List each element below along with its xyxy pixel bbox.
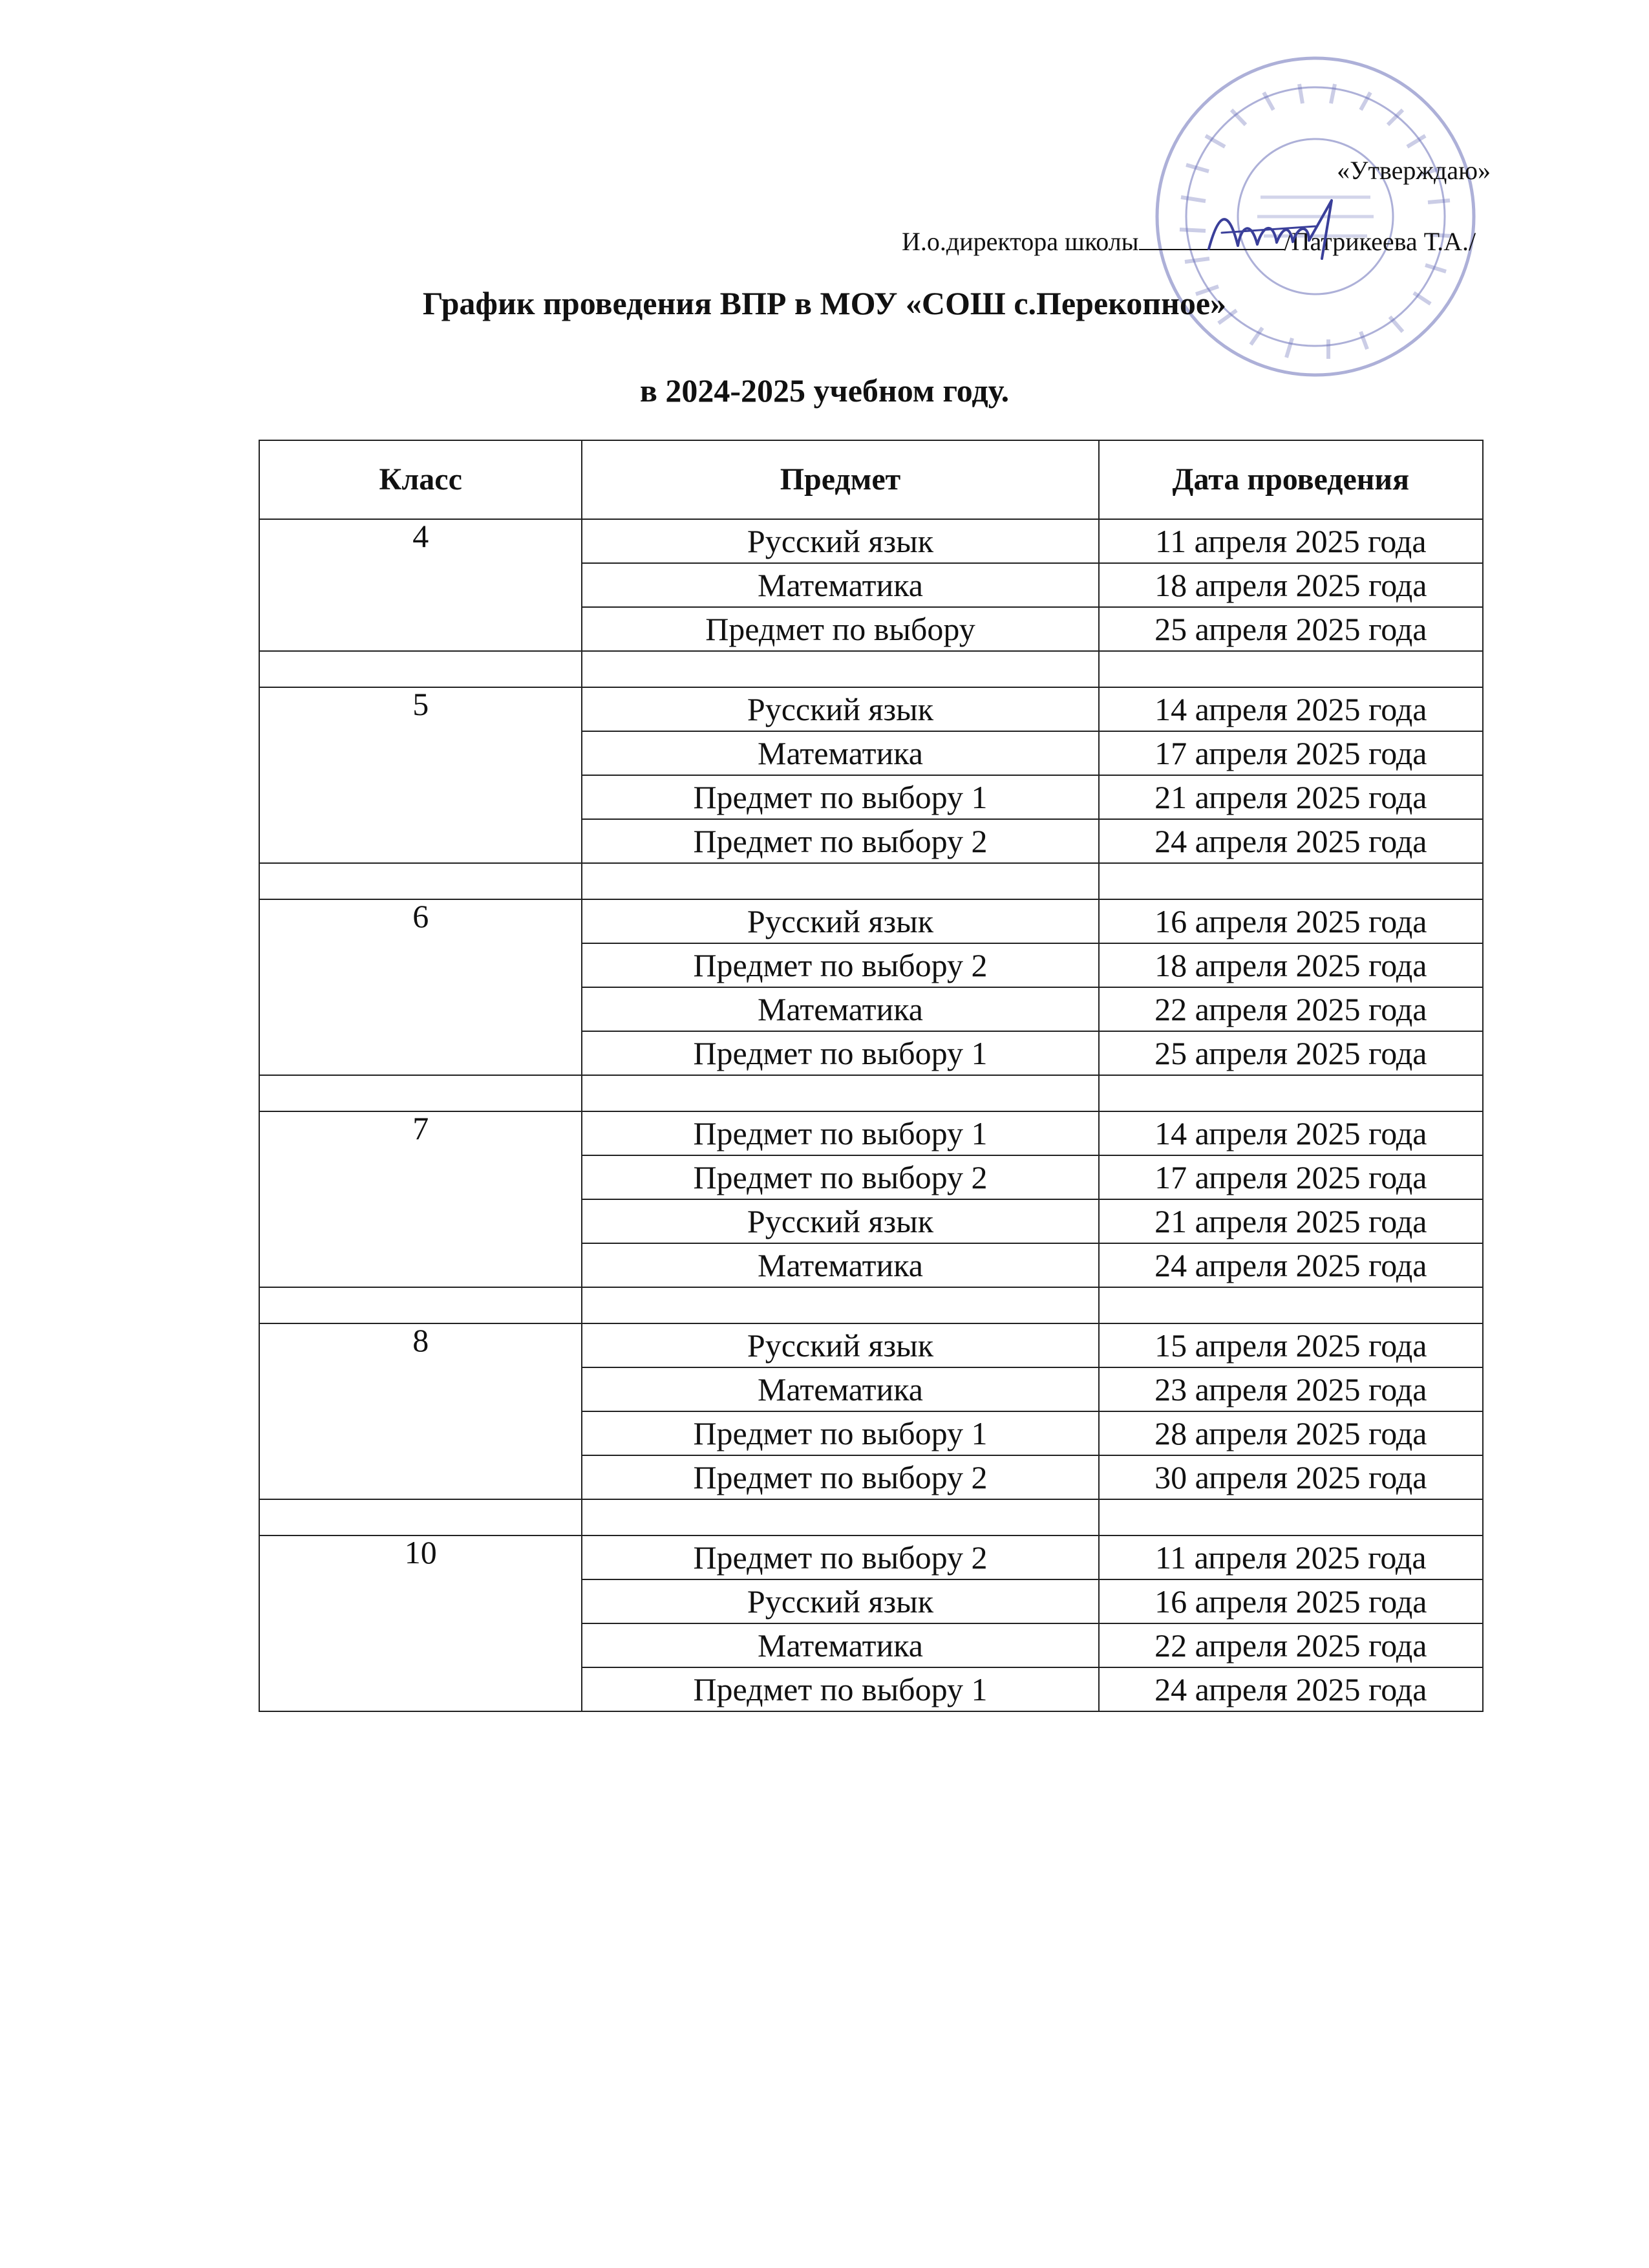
subject-cell: Математика: [582, 1367, 1098, 1411]
date-cell: 14 апреля 2025 года: [1099, 1111, 1483, 1155]
date-cell: 16 апреля 2025 года: [1099, 899, 1483, 943]
subject-cell: Русский язык: [582, 1323, 1098, 1367]
spacer-row: [259, 1499, 1483, 1535]
subject-cell: Математика: [582, 731, 1098, 775]
date-cell: 17 апреля 2025 года: [1099, 731, 1483, 775]
subject-cell: Математика: [582, 563, 1098, 607]
date-cell: 28 апреля 2025 года: [1099, 1411, 1483, 1455]
date-cell: 18 апреля 2025 года: [1099, 563, 1483, 607]
table-row: [259, 519, 1483, 563]
document-title: График проведения ВПР в МОУ «СОШ с.Перекопное»: [422, 285, 1227, 321]
date-cell: 22 апреля 2025 года: [1099, 987, 1483, 1031]
date-cell: 16 апреля 2025 года: [1099, 1579, 1483, 1623]
director-signature-line: [902, 226, 1476, 257]
date-cell: 14 апреля 2025 года: [1099, 687, 1483, 731]
vpr-schedule-table: [259, 440, 1484, 1712]
table-row: [259, 1535, 1483, 1579]
approval-label: «Утверждаю»: [1337, 156, 1491, 185]
spacer-row: [259, 651, 1483, 687]
director-position: И.о.директора школы: [902, 227, 1139, 256]
date-cell: 24 апреля 2025 года: [1099, 1243, 1483, 1287]
date-cell: 25 апреля 2025 года: [1099, 607, 1483, 651]
table-row: [259, 687, 1483, 731]
date-cell: 21 апреля 2025 года: [1099, 1199, 1483, 1243]
subject-cell: Предмет по выбору 1: [582, 775, 1098, 819]
grade-cell: 5: [259, 687, 582, 863]
date-cell: 11 апреля 2025 года: [1099, 1535, 1483, 1579]
grade-cell: 4: [259, 519, 582, 651]
subject-cell: Предмет по выбору 2: [582, 1455, 1098, 1499]
subject-cell: Математика: [582, 1623, 1098, 1667]
table-row: [259, 899, 1483, 943]
header-class: Класс: [259, 440, 582, 519]
subject-cell: Русский язык: [582, 519, 1098, 563]
table-row: [259, 1323, 1483, 1367]
subject-cell: Математика: [582, 1243, 1098, 1287]
grade-cell: 8: [259, 1323, 582, 1499]
date-cell: 23 апреля 2025 года: [1099, 1367, 1483, 1411]
subject-cell: Предмет по выбору 2: [582, 1155, 1098, 1199]
subject-cell: Предмет по выбору: [582, 607, 1098, 651]
subject-cell: Предмет по выбору 2: [582, 1535, 1098, 1579]
date-cell: 30 апреля 2025 года: [1099, 1455, 1483, 1499]
table-header-row: [259, 440, 1483, 519]
table-row: [259, 1111, 1483, 1155]
grade-cell: 7: [259, 1111, 582, 1287]
subject-cell: Русский язык: [582, 1199, 1098, 1243]
subject-cell: Предмет по выбору 1: [582, 1411, 1098, 1455]
grade-cell: 10: [259, 1535, 582, 1711]
handwritten-signature: [1202, 187, 1351, 272]
subject-cell: Русский язык: [582, 899, 1098, 943]
date-cell: 25 апреля 2025 года: [1099, 1031, 1483, 1075]
subject-cell: Русский язык: [582, 1579, 1098, 1623]
spacer-row: [259, 863, 1483, 899]
date-cell: 18 апреля 2025 года: [1099, 943, 1483, 987]
date-cell: 24 апреля 2025 года: [1099, 819, 1483, 863]
subject-cell: Предмет по выбору 1: [582, 1111, 1098, 1155]
date-cell: 22 апреля 2025 года: [1099, 1623, 1483, 1667]
date-cell: 24 апреля 2025 года: [1099, 1667, 1483, 1711]
grade-cell: 6: [259, 899, 582, 1075]
date-cell: 21 апреля 2025 года: [1099, 775, 1483, 819]
date-cell: 17 апреля 2025 года: [1099, 1155, 1483, 1199]
header-subject: Предмет: [582, 440, 1098, 519]
date-cell: 15 апреля 2025 года: [1099, 1323, 1483, 1367]
subject-cell: Предмет по выбору 2: [582, 819, 1098, 863]
subject-cell: Предмет по выбору 2: [582, 943, 1098, 987]
date-cell: 11 апреля 2025 года: [1099, 519, 1483, 563]
subject-cell: Русский язык: [582, 687, 1098, 731]
director-name: /Патрикеева Т.А./: [1284, 227, 1476, 256]
spacer-row: [259, 1075, 1483, 1111]
subject-cell: Математика: [582, 987, 1098, 1031]
document-subtitle: в 2024-2025 учебном году.: [639, 372, 1010, 409]
header-date: Дата проведения: [1099, 440, 1483, 519]
subject-cell: Предмет по выбору 1: [582, 1667, 1098, 1711]
spacer-row: [259, 1287, 1483, 1323]
subject-cell: Предмет по выбору 1: [582, 1031, 1098, 1075]
